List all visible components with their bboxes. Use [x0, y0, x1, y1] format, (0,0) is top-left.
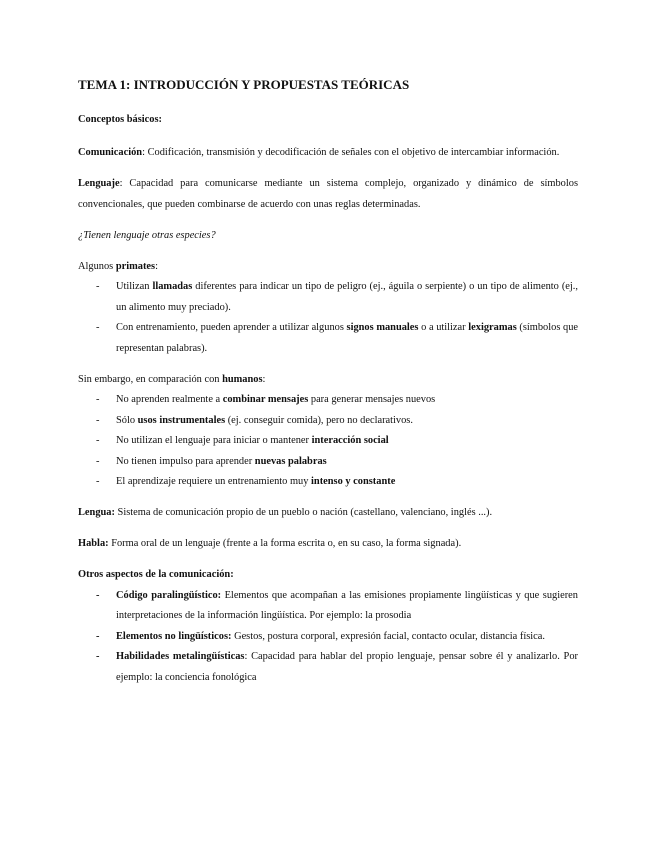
dash-bullet: - [96, 455, 100, 467]
lengua-text: Sistema de comunicación propio de un pueblo o nación (castellano, valenciano, inglés ...). [114, 507, 493, 518]
item-text: No utilizan el lenguaje para iniciar o mantener [116, 435, 312, 446]
sin-embargo-term: humanos [222, 373, 263, 385]
dash-bullet: - [96, 394, 100, 405]
dash-bullet: - [96, 651, 100, 662]
algunos-pre: Algunos [78, 260, 116, 272]
dash-bullet: - [96, 630, 100, 642]
list-item [78, 647, 578, 688]
dash-bullet: - [96, 322, 100, 333]
item-text: Con entrenamiento, pueden aprender a utilizar algunos [116, 322, 347, 333]
question-line: ¿Tienen lenguaje otras especies? [78, 229, 216, 241]
item-bold: combinar mensajes [222, 394, 309, 405]
item-text: (símbolos que representan palabras). [116, 322, 579, 354]
lengua-term: Lengua: [78, 507, 115, 518]
habla-paragraph [78, 534, 578, 555]
item-text: El aprendizaje requiere un entrenamiento muy [116, 476, 312, 487]
item-text: No tienen impulso para aprender [116, 455, 255, 467]
item-text: diferentes para indicar un tipo de peligro (ej., águila o serpiente) o un tipo de alimento (ej., un alimento muy preciado). [116, 281, 578, 313]
list-item [78, 431, 578, 452]
algunos-post: : [155, 260, 158, 272]
primates-list [78, 277, 578, 359]
habla-text: Forma oral de un lenguaje (frente a la forma escrita o, en su caso, la forma signada). [108, 538, 462, 549]
humanos-list [78, 390, 578, 493]
algunos-term: primates [115, 260, 156, 272]
item-bold: signos manuales [346, 322, 419, 333]
item-text: (ej. conseguir comida), pero no declarativos. [225, 414, 413, 426]
lengua-paragraph [78, 503, 578, 524]
dash-bullet: - [96, 281, 100, 292]
item-bold: interacción social [311, 435, 389, 446]
comunicacion-term: Comunicación [78, 146, 143, 158]
document-content [78, 76, 578, 688]
item-text: Gestos, postura corporal, expresión facial, contacto ocular, distancia física. [231, 630, 545, 642]
conceptos-heading-text: Conceptos básicos: [78, 114, 162, 125]
habla-term: Habla: [78, 538, 109, 549]
dash-bullet: - [96, 435, 100, 446]
item-text: para generar mensajes nuevos [308, 394, 436, 405]
list-item [78, 472, 578, 493]
sin-embargo-post: : [262, 373, 266, 385]
dash-bullet: - [96, 589, 100, 601]
item-bold: lexigramas [468, 322, 517, 333]
list-item [78, 627, 578, 648]
list-item [78, 390, 578, 411]
item-text: Elementos que acompañan a las emisiones propiamente lingüísticas y que sugieren interpretaciones de la información lingüística. Por ejemplo: la prosodia [116, 589, 578, 621]
item-bold: llamadas [152, 281, 193, 292]
algunos-line [78, 257, 578, 278]
list-item [78, 277, 578, 318]
item-text: No aprenden realmente a [116, 394, 223, 405]
conceptos-heading [78, 110, 578, 131]
item-text: Utilizan [116, 281, 153, 292]
item-bold: nuevas palabras [254, 455, 327, 467]
list-item [78, 452, 578, 473]
sin-embargo-line [78, 370, 578, 391]
item-bold: Código paralingüístico: [116, 589, 222, 601]
item-bold: Habilidades metalingüísticas [116, 651, 245, 662]
dash-bullet: - [96, 414, 100, 426]
dash-bullet: - [96, 476, 100, 487]
otros-heading-text: Otros aspectos de la comunicación: [78, 569, 234, 580]
lenguaje-text: : Capacidad para comunicarse mediante un sistema complejo, organizado y dinámico de símbolos convencionales, que pueden combinarse de acuerdo con unas reglas determinadas. [78, 178, 578, 210]
item-bold: Elementos no lingüísticos: [116, 630, 232, 642]
comunicacion-text: : Codificación, transmisión y decodificación de señales con el objetivo de intercambiar información. [142, 146, 560, 158]
page-title: TEMA 1: INTRODUCCIÓN Y PROPUESTAS TEÓRICAS [78, 77, 410, 92]
list-item [78, 586, 578, 627]
otros-heading [78, 565, 578, 586]
lenguaje-term: Lenguaje [78, 178, 120, 189]
comunicacion-paragraph [78, 143, 578, 164]
item-text: o a utilizar [418, 322, 469, 333]
item-text: : Capacidad para hablar del propio lenguaje, pensar sobre él y analizarlo. Por ejemplo: la conciencia fonológica [116, 651, 578, 683]
item-text: Sólo [116, 414, 138, 426]
list-item [78, 411, 578, 432]
otros-list [78, 586, 578, 689]
list-item [78, 318, 578, 359]
item-bold: intenso y constante [311, 476, 396, 487]
lenguaje-paragraph [78, 174, 578, 215]
item-bold: usos instrumentales [137, 414, 226, 426]
sin-embargo-pre: Sin embargo, en comparación con [78, 373, 223, 385]
